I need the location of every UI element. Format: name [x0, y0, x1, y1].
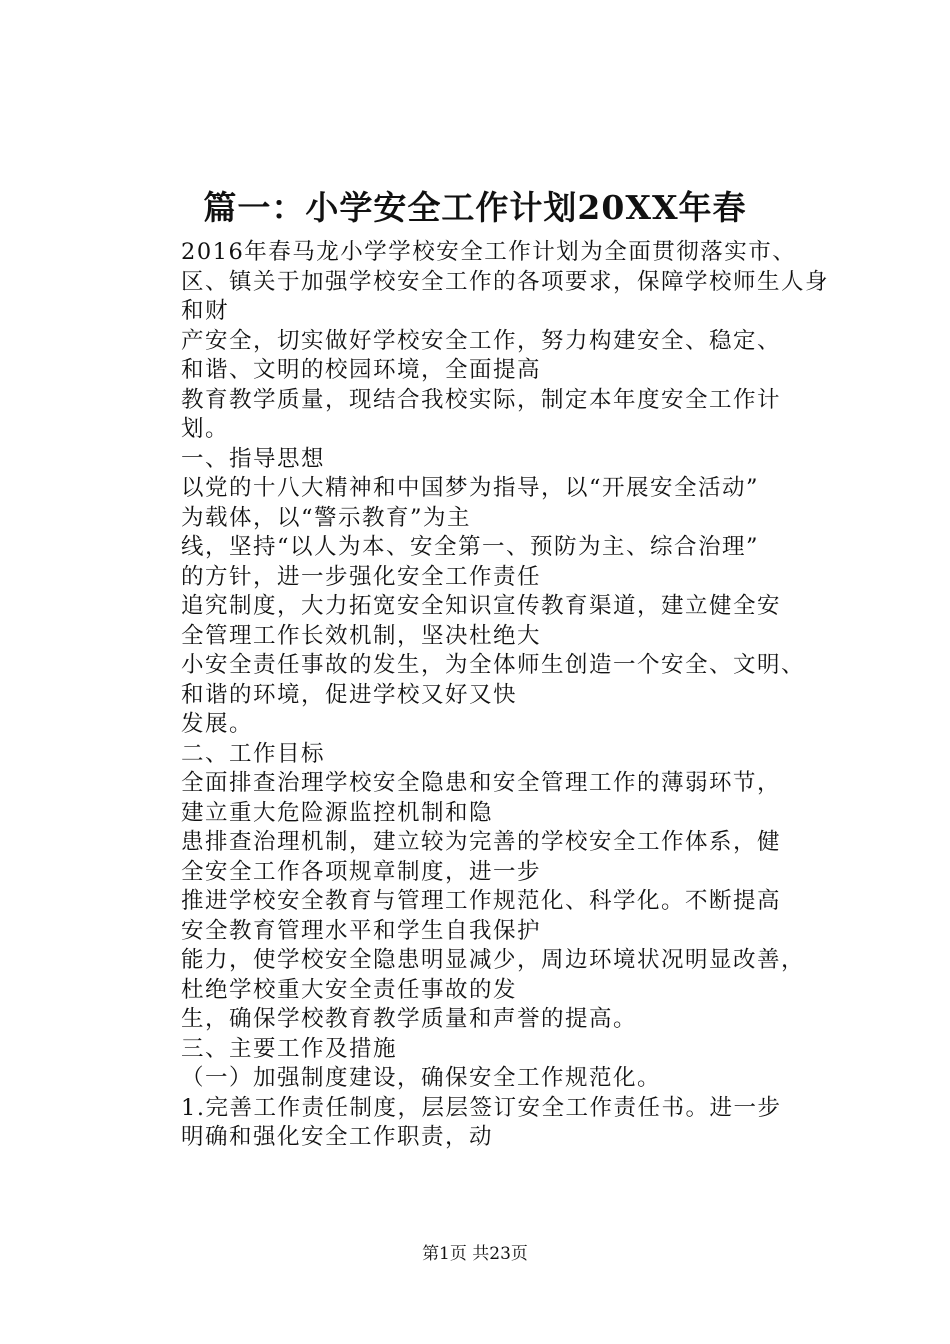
page-footer: 第1页 共23页 — [422, 1244, 528, 1264]
paragraph — [129, 1005, 839, 1035]
paragraph-line: 产安全，切实做好学校安全工作，努力构建安全、稳定、 — [181, 327, 782, 354]
paragraph — [129, 592, 839, 651]
paragraph-line: 和谐、文明的校园环境，全面提高 — [181, 357, 542, 383]
paragraph-line: （一）加强制度建设，确保安全工作规范化。 — [181, 1065, 662, 1091]
paragraph-line: 和财 — [181, 298, 230, 324]
paragraph-line: 的方针，进一步强化安全工作责任 — [181, 563, 542, 590]
paragraph-line: 一、指导思想 — [181, 445, 326, 472]
paragraph — [129, 533, 839, 592]
paragraph — [129, 887, 839, 946]
paragraph — [129, 445, 839, 475]
paragraph — [129, 386, 839, 445]
paragraph-line: 2016年春马龙小学学校安全工作计划为全面贯彻落实市、 — [181, 239, 797, 265]
paragraph — [129, 946, 839, 1005]
paragraph-line: 小安全责任事故的发生，为全体师生创造一个安全、文明、 — [181, 652, 806, 678]
paragraph — [129, 1094, 839, 1153]
paragraph-line: 全管理工作长效机制，坚决杜绝大 — [181, 622, 542, 649]
paragraph-line: 追究制度，大力拓宽安全知识宣传教育渠道，建立健全安 — [181, 593, 782, 619]
paragraph-line: 三、主要工作及措施 — [181, 1035, 398, 1062]
paragraph — [129, 740, 839, 770]
paragraph — [129, 710, 839, 740]
document-body — [129, 238, 839, 1153]
paragraph — [129, 327, 839, 386]
paragraph-line: 安全教育管理水平和学生自我保护 — [181, 917, 542, 944]
paragraph-line: 推进学校安全教育与管理工作规范化、科学化。不断提高 — [181, 888, 782, 914]
paragraph-line: 划。 — [181, 416, 230, 442]
paragraph-line: 区、镇关于加强学校安全工作的各项要求，保障学校师生人身 — [181, 268, 830, 295]
paragraph-line: 建立重大危险源监控机制和隐 — [181, 799, 494, 826]
paragraph-line: 杜绝学校重大安全责任事故的发 — [181, 976, 518, 1003]
paragraph-line: 为载体，以“警示教育”为主 — [181, 504, 472, 531]
paragraph-line: 线，坚持“以人为本、安全第一、预防为主、综合治理” — [181, 534, 760, 560]
paragraph-line: 患排查治理机制，建立较为完善的学校安全工作体系，健 — [181, 829, 782, 855]
paragraph — [129, 651, 839, 710]
paragraph-line: 发展。 — [181, 711, 254, 737]
paragraph-line: 全面排查治理学校安全隐患和安全管理工作的薄弱环节， — [181, 770, 782, 796]
paragraph-line: 1.完善工作责任制度，层层签订安全工作责任书。进一步 — [181, 1094, 782, 1121]
paragraph-line: 和谐的环境，促进学校又好又快 — [181, 681, 518, 708]
paragraph — [129, 1035, 839, 1065]
paragraph-line: 生，确保学校教育教学质量和声誉的提高。 — [181, 1006, 638, 1032]
paragraph-line: 全安全工作各项规章制度，进一步 — [181, 858, 542, 885]
paragraph-line: 教育教学质量，现结合我校实际，制定本年度安全工作计 — [181, 386, 782, 413]
paragraph — [129, 474, 839, 533]
paragraph-line: 以党的十八大精神和中国梦为指导，以“开展安全活动” — [181, 475, 760, 501]
paragraph-line: 能力，使学校安全隐患明显减少，周边环境状况明显改善， — [181, 947, 806, 973]
document-title: 篇一：小学安全工作计划20XX年春 — [203, 188, 747, 227]
paragraph — [129, 1064, 839, 1094]
paragraph — [129, 828, 839, 887]
paragraph — [129, 769, 839, 828]
paragraph — [129, 238, 839, 327]
paragraph-line: 二、工作目标 — [181, 740, 326, 767]
paragraph-line: 明确和强化安全工作职责，动 — [181, 1124, 494, 1150]
